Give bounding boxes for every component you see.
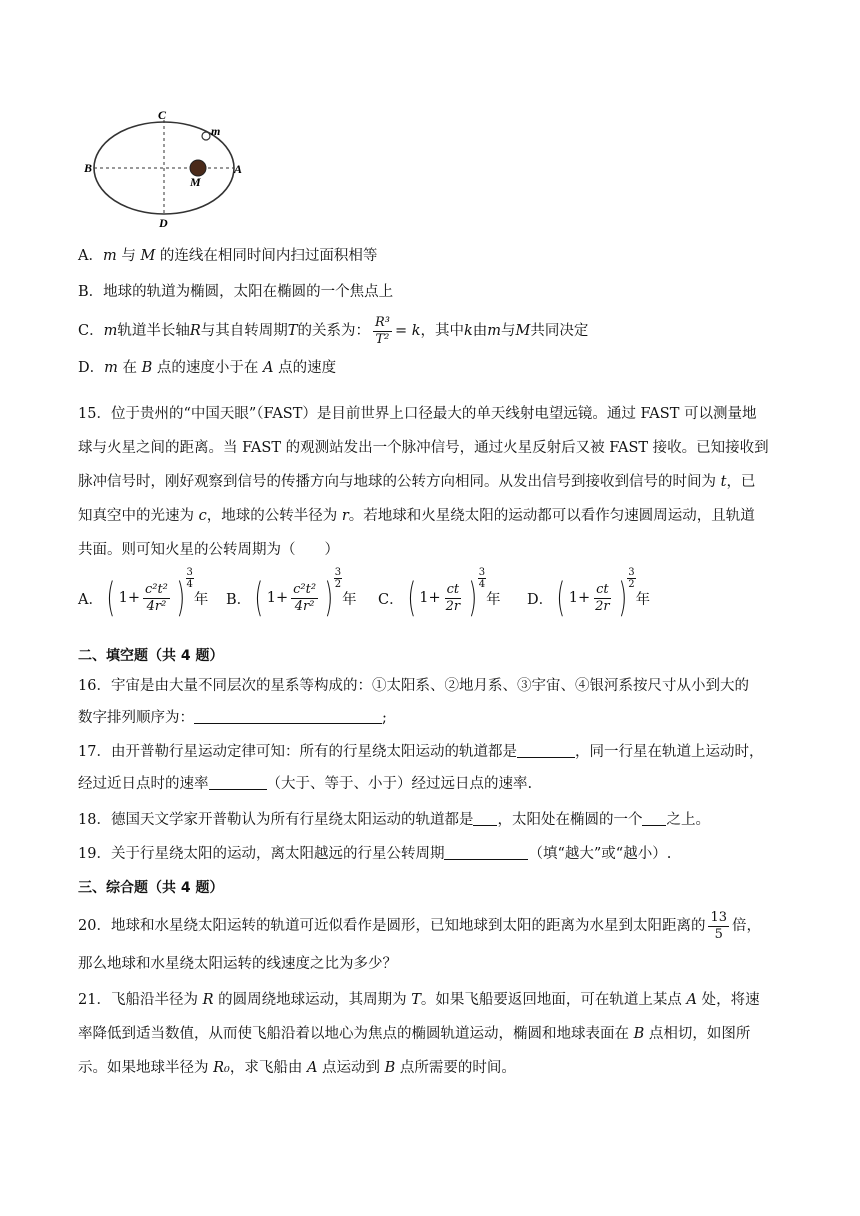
q21-line-1: 21．飞船沿半径为 R 的圆周绕地球运动，其周期为 T。如果飞船要返回地面，可在轨道上某点 A 处，将速	[78, 992, 760, 1008]
q19-line: 19．关于行星绕太阳的运动，离太阳越远的行星公转周期 （填“越大”或“越小）.	[78, 846, 672, 862]
sun-body	[190, 160, 206, 176]
q14-option-a: A．m 与 M 的连线在相同时间内扫过面积相等	[78, 248, 378, 264]
q14-option-c: C． m 轨道半长轴 R 与其自转周期 T 的关系为： $\frac{\text{R³}}{\text{T²}}$ = k ，其中 k 由 m 与 M 共同决定	[78, 314, 589, 347]
q20-line-2: 那么地球和水星绕太阳运转的线速度之比为多少？	[78, 956, 397, 972]
label-m: m	[211, 124, 221, 138]
q18-blank-1[interactable]	[473, 811, 497, 826]
q14-option-b: B．地球的轨道为椭圆，太阳在椭圆的一个焦点上	[78, 284, 394, 300]
q14-option-d: D．m 在 B 点的速度小于在 A 点的速度	[78, 360, 337, 376]
q20-ratio-fraction: $\frac{13}{5}$	[710, 909, 727, 942]
q20-line-1: 20．地球和水星绕太阳运转的轨道可近似看作是圆形，已知地球到太阳的距离为水星到太阳距离的 $\frac{13}{5}$ 倍，	[78, 909, 761, 942]
q17-line-2: 经过近日点时的速率 （大于、等于、小于）经过远日点的速率.	[78, 776, 533, 792]
q15-line-1: 15．位于贵州的“中国天眼”（FAST）是目前世界上口径最大的单天线射电望远镜。通过 FAST 可以测量地	[78, 406, 757, 422]
orbit-diagram	[84, 106, 252, 230]
q17-blank-1[interactable]	[517, 743, 575, 758]
q15-line-2: 球与火星之间的距离。当 FAST 的观测站发出一个脉冲信号，通过火星反射后又被 FAST 接收。已知接收到	[78, 440, 769, 456]
label-C: C	[158, 108, 167, 122]
q17-line-1: 17．由开普勒行星运动定律可知：所有的行星绕太阳运动的轨道都是 ，同一行星在轨道上运动时，	[78, 744, 764, 760]
q18-line: 18．德国天文学家开普勒认为所有行星绕太阳运动的轨道都是 ，太阳处在椭圆的一个 之上。	[78, 812, 710, 828]
q15-line-4: 知真空中的光速为 c，地球的公转半径为 r。若地球和火星绕太阳的运动都可以看作匀速圆周运动，且轨道	[78, 508, 755, 524]
label-M: M	[190, 175, 201, 189]
q19-blank[interactable]	[444, 845, 528, 860]
planet-body	[202, 132, 210, 140]
q15-option-c: C． ( 1+ $\frac{ct}{2r}$ ) 3 4 年	[378, 566, 501, 621]
q15-line-5: 共面。则可知火星的公转周期为（ ）	[78, 542, 339, 558]
kepler-fraction: $\frac{\text{R³}}{\text{T²}}$	[374, 314, 390, 347]
q16-line-1: 16．宇宙是由大量不同层次的星系等构成的：①太阳系、②地月系、③宇宙、④银河系按尺寸从小到大的	[78, 678, 749, 694]
label-D: D	[159, 216, 168, 230]
q21-line-2: 率降低到适当数值，从而使飞船沿着以地心为焦点的椭圆轨道运动，椭圆和地球表面在 B 点相切，如图所	[78, 1026, 751, 1042]
section-comprehensive-title: 三、综合题（共 4 题）	[78, 880, 224, 896]
q15-option-b: B． ( 1+ $\frac{\text{c²t²}}{\text{4r²}}$ ) 3 2 年	[226, 566, 357, 621]
q18-blank-2[interactable]	[642, 811, 666, 826]
label-A: A	[234, 162, 243, 176]
q16-answer-blank[interactable]	[194, 709, 382, 724]
q16-line-2: 数字排列顺序为： ;	[78, 710, 387, 726]
q17-blank-2[interactable]	[209, 775, 267, 790]
q15-option-d: D． ( 1+ $\frac{ct}{2r}$ ) 3 2 年	[527, 566, 651, 621]
q15-option-a: A． ( 1+ $\frac{\text{c²t²}}{\text{4r²}}$ ) 3 4 年	[78, 566, 209, 621]
q15-line-3: 脉冲信号时，刚好观察到信号的传播方向与地球的公转方向相同。从发出信号到接收到信号的时间为 t，已	[78, 474, 756, 490]
label-B: B	[84, 161, 93, 175]
section-fill-in-title: 二、填空题（共 4 题）	[78, 648, 224, 664]
q21-line-3: 示。如果地球半径为 R₀，求飞船由 A 点运动到 B 点所需要的时间。	[78, 1060, 516, 1076]
